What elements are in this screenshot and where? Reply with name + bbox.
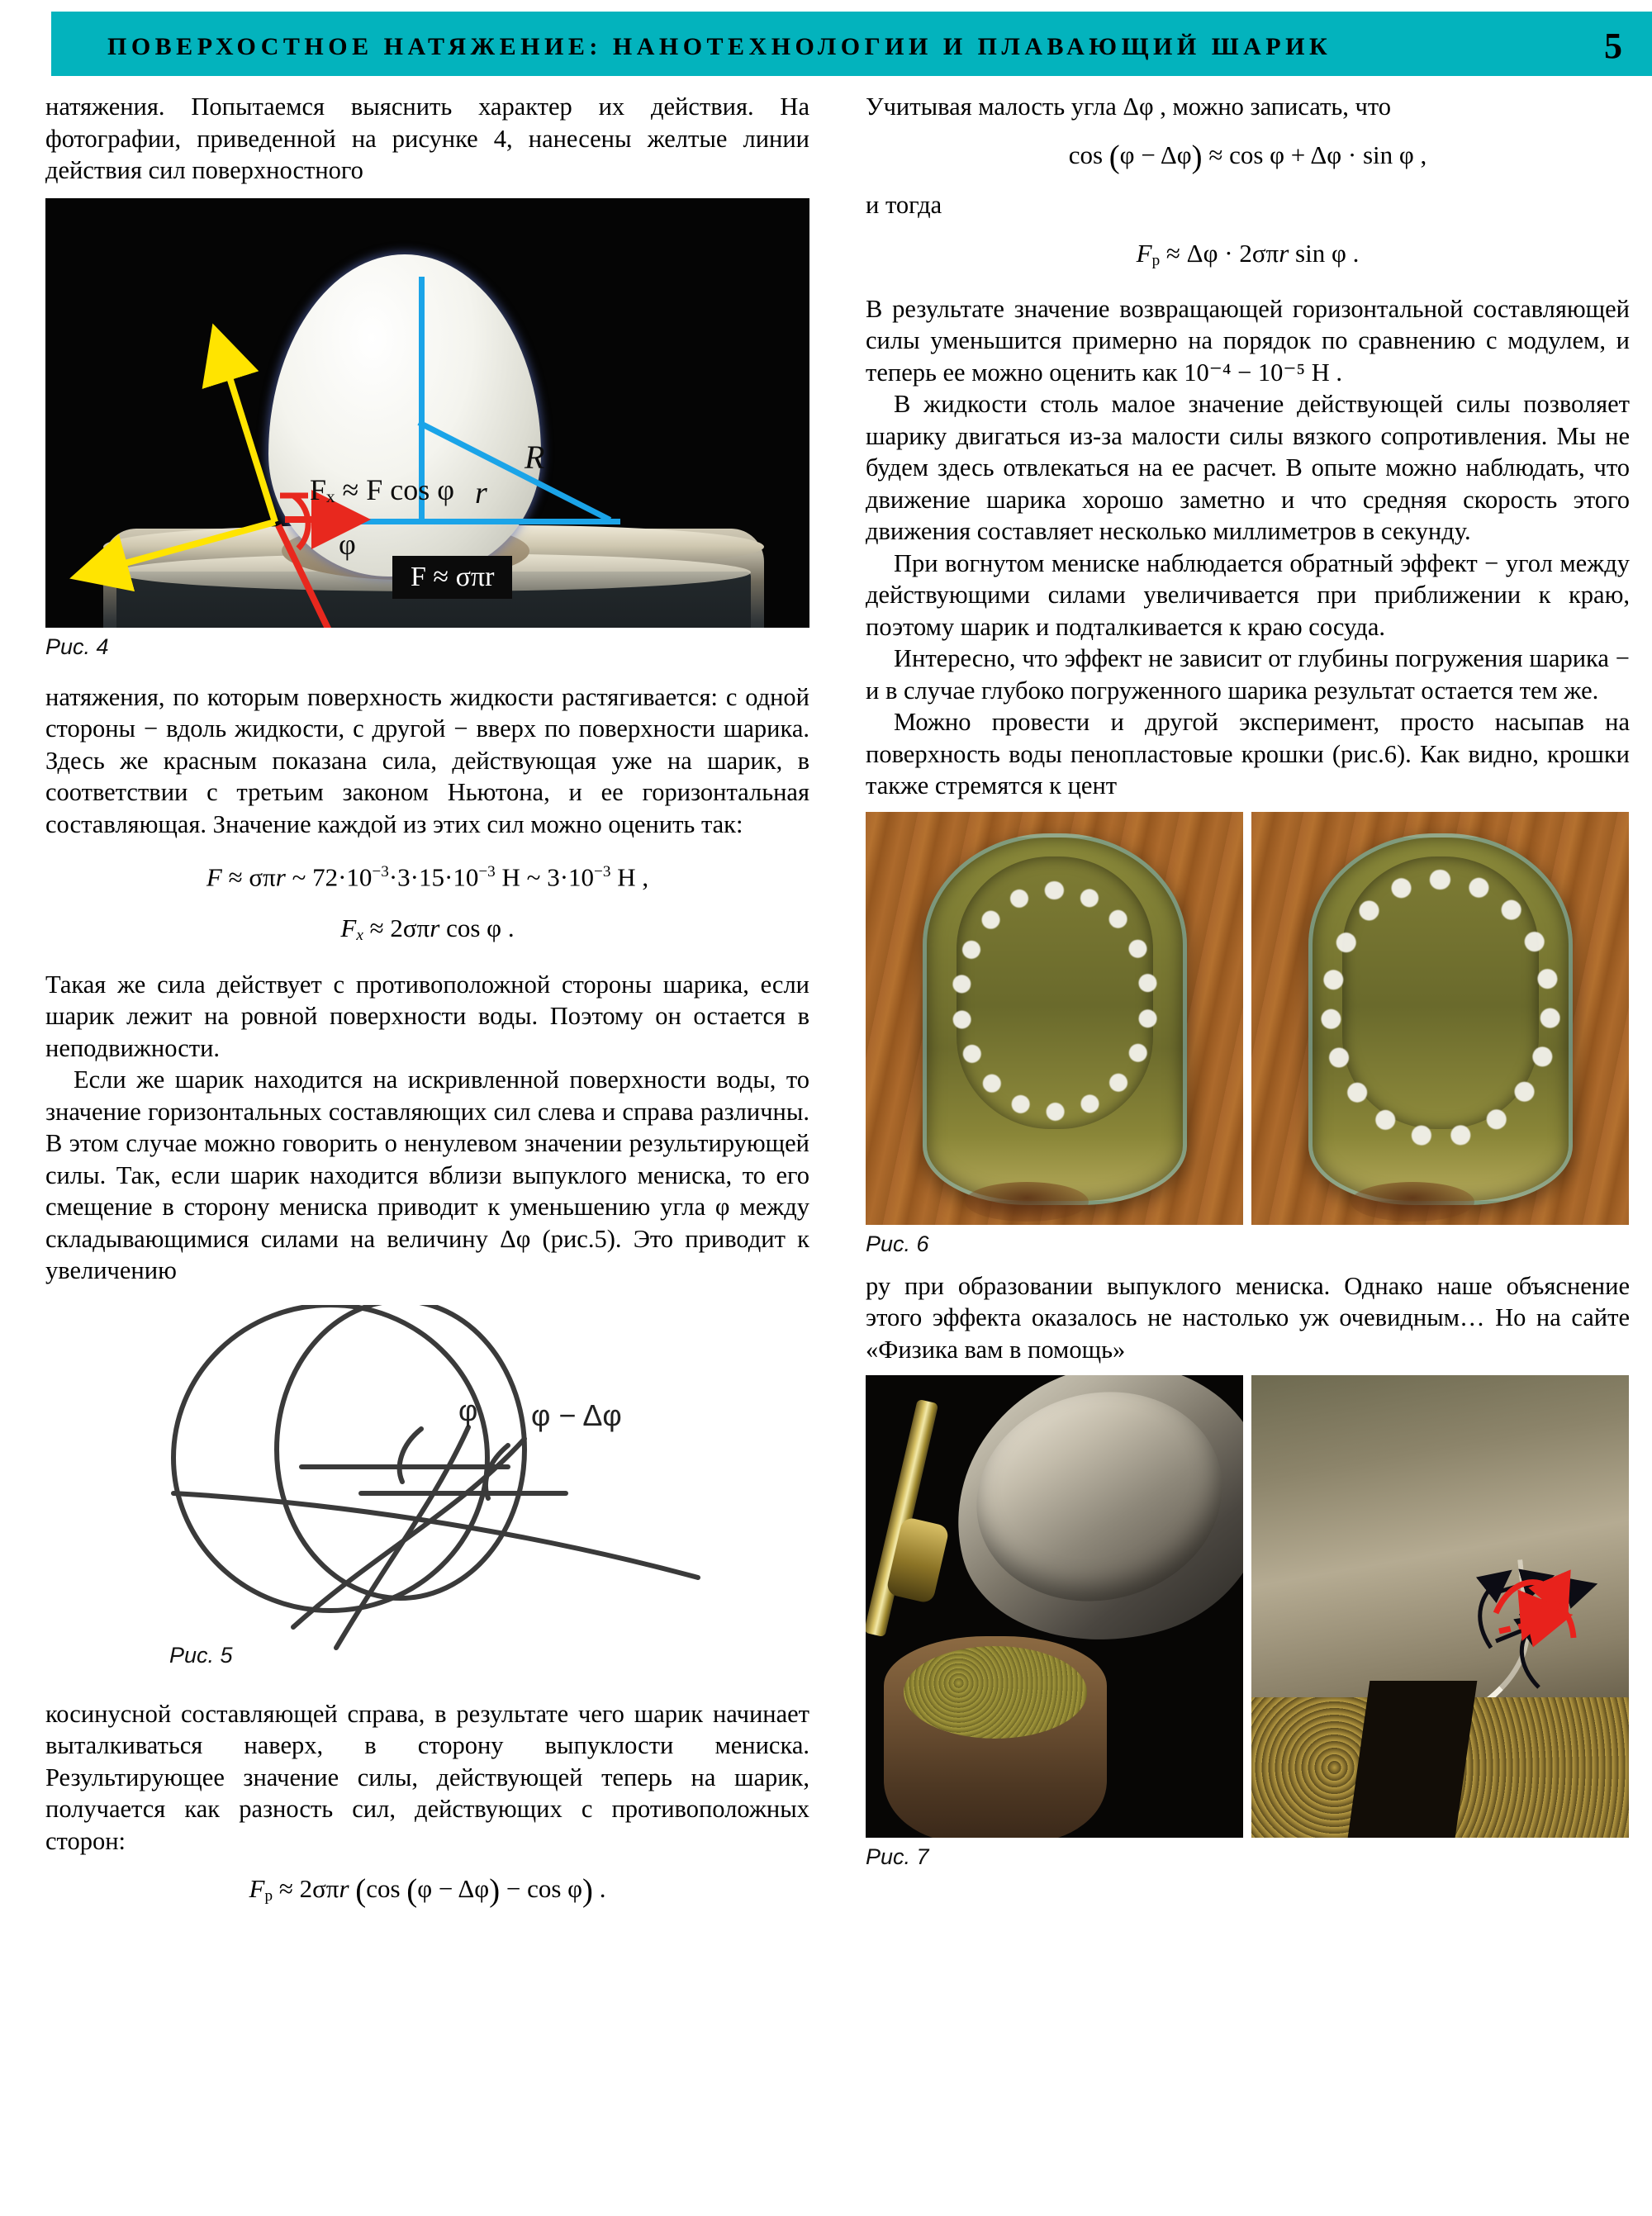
right-paragraph-8: ру при образовании выпуклого мениска. Однако наше объяснение этого эффекта оказалось не настолько уж очевидным… Но на сайте «Физика вам в помощь» — [866, 1271, 1630, 1364]
right-paragraph-7: Можно провести и другой эксперимент, просто насыпав на поверхность воды пенопластовые крошки (рис.6). Как видно, крошки также стремятся к цент — [866, 708, 1630, 800]
page-number: 5 — [1604, 26, 1622, 66]
yerba-mate-grounds — [904, 1646, 1087, 1739]
right-paragraph-1: Учитывая малость угла Δφ , можно записать, что — [866, 93, 1392, 121]
figure-6-photo-right — [1251, 812, 1629, 1225]
figure-7-caption: Рис. 7 — [866, 1844, 929, 1870]
figure-4-photo — [45, 198, 809, 628]
figure-6-photo-left — [866, 812, 1243, 1225]
right-formula-1: cos (φ − Δφ) ≈ cos φ + Δφ · sin φ , — [1068, 139, 1427, 175]
figure-5 — [45, 1305, 809, 1668]
left-paragraph-4: Если же шарик находится на искривленной поверхности воды, то значение горизонтальных составляющих сил слева и справа различны. В этом случае можно говорить о ненулевом значении результирующей силы. Так, если шарик находится вблизи выпуклого мениска, то его смещение в сторону мениска приводит к уменьшению угла φ между складывающимися силами на величину Δφ (рис.5). Это приводит к увеличению — [45, 1065, 809, 1285]
right-formula-2: $F_р \approx \Delta\varphi \cdot 2\sigma\pi r$ sin φ . — [1136, 238, 1360, 269]
figure-5-drawing — [45, 1305, 809, 1660]
figure-5-caption: Рис. 5 — [169, 1642, 233, 1668]
flow-arrows-overlay — [1251, 1375, 1629, 1838]
foam-crumbs-ring-left — [952, 881, 1158, 1121]
figure-7-photo-left — [866, 1375, 1243, 1838]
right-paragraph-2: и тогда — [866, 191, 942, 220]
right-paragraph-4: В жидкости столь малое значение действующей силы позволяет шарику двигаться из-за малости силы вязкого сопротивления. Мы не будем здесь отвлекаться на ее расчет. В опыте можно наблюдать, что движение шарика хорошо заметно и что средняя скорость этого движения составляет несколько миллиметров в секунду. — [866, 390, 1630, 546]
left-paragraph-2: натяжения, по которым поверхность жидкости растягивается: с одной стороны − вдоль жидкости, с другой − вверх по поверхности шарика. Здесь же красным показана сила, действующая уже на шарик, в соответствии с третьим законом Ньютона, и ее горизонтальная составляющая. Значение каждой из этих сил можно оценить так: — [45, 682, 809, 838]
left-column — [45, 91, 809, 1929]
water-spill-left — [965, 1182, 1089, 1222]
right-paragraph-3: В результате значение возвращающей горизонтальной составляющей силы уменьшится примерно на порядок по сравнению с модулем, и теперь ее можно оценить как 10⁻⁴ − 10⁻⁵ Н . — [866, 294, 1630, 387]
right-column — [866, 91, 1630, 1870]
left-formula-3: $F_р \approx 2\sigma\pi r$ (cos (φ − Δφ) − cos φ) . — [249, 1872, 606, 1909]
left-paragraph-1: натяжения. Попытаемся выяснить характер их действия. На фотографии, приведенной на рисунке 4, нанесены желтые линии действия сил поверхностного — [45, 93, 809, 184]
figure-7-photo-right — [1251, 1375, 1629, 1838]
figure-4 — [45, 198, 809, 660]
figure-6 — [866, 812, 1630, 1225]
svg-text:φ: φ — [458, 1393, 478, 1427]
left-paragraph-3: Такая же сила действует с противоположной стороны шарика, если шарик лежит на ровной поверхности воды. Поэтому он остается в неподвижности. — [45, 970, 809, 1062]
left-paragraph-5: косинусной составляющей справа, в результате чего шарик начинает выталкиваться наверх, в сторону выпуклости мениска. Результирующее значение силы, действующей теперь на шарик, получается как разность сил, действующих с противоположных сторон: — [45, 1699, 809, 1855]
right-paragraph-5: При вогнутом мениске наблюдается обратный эффект − угол между действующими силами увеличивается при приближении к краю, поэтому шарик и подталкивается к краю сосуда. — [866, 548, 1630, 641]
svg-text:φ − Δφ: φ − Δφ — [531, 1397, 622, 1432]
bombilla-straw — [866, 1399, 938, 1637]
page-header-title: ПОВЕРХОСТНОЕ НАТЯЖЕНИЕ: НАНОТЕХНОЛОГИИ И ПЛАВАЮЩИЙ ШАРИК — [107, 33, 1332, 60]
water-spill-right — [1351, 1182, 1474, 1222]
figure-4-label-Fx: Fₓ ≈ F cos φ — [310, 472, 455, 506]
figure-6-caption: Рис. 6 — [866, 1231, 929, 1256]
figure-4-label-phi: φ — [339, 527, 356, 561]
figure-4-caption: Рис. 4 — [45, 633, 109, 659]
right-paragraph-6: Интересно, что эффект не зависит от глубины погружения шарика − и в случае глубоко погруженного шарика результат остается тем же. — [866, 644, 1630, 705]
figure-4-label-force-box: F ≈ σπr — [392, 556, 512, 599]
left-formula-1: F ≈ σπr ~ $72\cdot 10^{-3}\cdot 3\cdot 15\cdot 10^{-3}$ Н ~ $3\cdot 10^{-3}$ Н , — [206, 862, 649, 892]
figure-4-label-r: r — [475, 475, 487, 510]
figure-7 — [866, 1375, 1630, 1838]
left-formula-2: $F_x \approx 2\sigma\pi r$ cos φ . — [340, 913, 515, 945]
figure-4-label-R: R — [525, 438, 545, 476]
foam-crumbs-ring-right — [1321, 870, 1560, 1147]
